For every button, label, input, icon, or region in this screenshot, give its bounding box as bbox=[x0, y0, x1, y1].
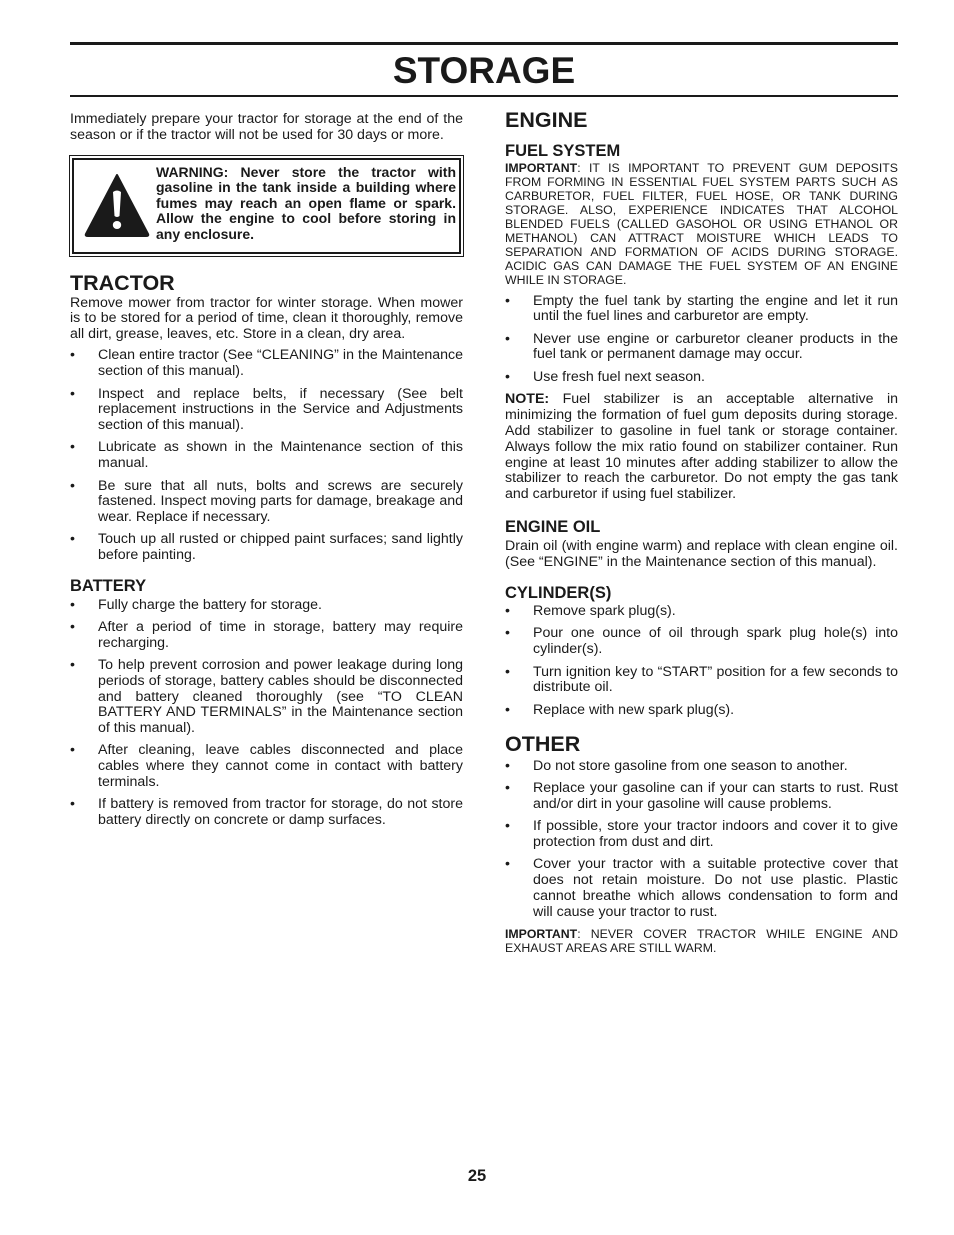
list-item: • After cleaning, leave cables disconnected and place cables where they cannot come in contact with battery terminals. bbox=[70, 742, 463, 791]
bullet: • bbox=[505, 856, 510, 873]
list-item: • Touch up all rusted or chipped paint surfaces; sand lightly before painting. bbox=[70, 531, 463, 564]
bullet: • bbox=[505, 780, 510, 797]
page-title-bar bbox=[70, 42, 898, 97]
list-item: • Never use engine or carburetor cleaner products in the fuel tank or permanent damage may occur. bbox=[505, 330, 898, 363]
warning-box bbox=[72, 158, 461, 254]
bullet: • bbox=[70, 618, 75, 635]
bullet: • bbox=[505, 292, 510, 309]
bullet: • bbox=[70, 477, 75, 494]
tractor-body: Remove mower from tractor for winter storage. When mower is to be stored for a period of time, clean it thoroughly, remove all dirt, grease, leaves, etc. Store in a clean, dry area. bbox=[70, 294, 463, 343]
bullet: • bbox=[505, 818, 510, 835]
engine-oil-body: Drain oil (with engine warm) and replace with clean engine oil. (See “ENGINE” in the Maintenance section of this manual). bbox=[505, 538, 898, 570]
list-item: • Use fresh fuel next season. bbox=[505, 368, 705, 385]
bullet: • bbox=[505, 603, 510, 620]
right-column bbox=[505, 110, 898, 955]
cylinders-heading: CYLINDER(S) bbox=[505, 583, 612, 602]
page-number: 25 bbox=[467, 1167, 487, 1185]
battery-list bbox=[70, 598, 463, 829]
list-item: • To help prevent corrosion and power leakage during long periods of storage, battery cables should be disconnected and battery cleaned thoroughly (see “TO CLEAN BATTERY AND TERMINALS” in the Maintenance section of this manual). bbox=[70, 656, 463, 737]
other-heading: OTHER bbox=[505, 732, 581, 757]
list-item: • Do not store gasoline from one season to another. bbox=[505, 757, 848, 774]
tractor-heading: TRACTOR bbox=[70, 270, 175, 295]
bullet: • bbox=[70, 439, 75, 456]
other-important: IMPORTANT: NEVER COVER TRACTOR WHILE ENGINE AND EXHAUST AREAS ARE STILL WARM. bbox=[505, 926, 898, 955]
bullet: • bbox=[70, 531, 75, 548]
bullet: • bbox=[70, 796, 75, 813]
intro-paragraph: Immediately prepare your tractor for storage at the end of the season or if the tractor will not be used for 30 days or more. bbox=[70, 111, 463, 143]
list-item: • Clean entire tractor (See “CLEANING” in the Maintenance section of this manual). bbox=[70, 347, 463, 380]
fuel-stabilizer-note: NOTE: Fuel stabilizer is an acceptable alternative in minimizing the formation of fuel gum deposits during storage. Add stabilizer to gasoline in fuel tank or storage container. Always follow the mix ratio found on stabilizer container. Run engine at least 10 minutes after adding stabilizer to allow the stabilizer to reach the carburetor. Do not empty the gas tank and carburetor if using fuel stabilizer. bbox=[505, 391, 898, 503]
engine-oil-heading: ENGINE OIL bbox=[505, 518, 601, 537]
warning-exclamation-icon bbox=[83, 172, 151, 238]
list-item: • If possible, store your tractor indoors and cover it to give protection from dust and dirt. bbox=[505, 818, 898, 851]
important-label: IMPORTANT bbox=[505, 161, 578, 175]
important-label: IMPORTANT bbox=[505, 926, 578, 941]
engine-heading: ENGINE bbox=[505, 108, 588, 132]
list-item: • Lubricate as shown in the Maintenance section of this manual. bbox=[70, 439, 463, 472]
list-item: • Replace with new spark plug(s). bbox=[505, 701, 735, 718]
tractor-list bbox=[70, 348, 463, 564]
bullet: • bbox=[70, 596, 75, 613]
bullet: • bbox=[505, 757, 510, 774]
note-label: NOTE: bbox=[505, 391, 550, 408]
bullet: • bbox=[505, 330, 510, 347]
bullet: • bbox=[70, 742, 75, 759]
list-item: • Be sure that all nuts, bolts and screws are securely fastened. Inspect moving parts for damage, breakage and wear. Replace if necessary. bbox=[70, 477, 463, 526]
list-item: • Pour one ounce of oil through spark plug hole(s) into cylinder(s). bbox=[505, 625, 898, 658]
left-column bbox=[70, 110, 463, 829]
bullet: • bbox=[505, 625, 510, 642]
list-item: • Remove spark plug(s). bbox=[505, 603, 676, 620]
list-item: • After a period of time in storage, battery may require recharging. bbox=[70, 618, 463, 651]
list-item: • Cover your tractor with a suitable protective cover that does not retain moisture. Do not use plastic. Plastic cannot breathe which allows condensation to form and will cause your tractor to rust. bbox=[505, 856, 898, 920]
list-item: • Replace your gasoline can if your can starts to rust. Rust and/or dirt in your gasoline will cause problems. bbox=[505, 780, 898, 813]
battery-heading: BATTERY bbox=[70, 577, 147, 596]
bullet: • bbox=[70, 656, 75, 673]
fuel-system-important: IMPORTANT: IT IS IMPORTANT TO PREVENT GUM DEPOSITS FROM FORMING IN ESSENTIAL FUEL SYSTEM PARTS SUCH AS CARBURETOR, FUEL FILTER, FUEL HOSE, OR TANK DURING STORAGE. ALSO, EXPERIENCE INDICATES THAT ALCOHOL BLENDED FUELS (CALLED GASOHOL OR USING ETHANOL OR METHANOL) CAN ATTRACT MOISTURE WHICH LEADS TO SEPARATION AND FORMATION OF ACIDS DURING STORAGE. ACIDIC GAS CAN DAMAGE THE FUEL SYSTEM OF AN ENGINE WHILE IN STORAGE. bbox=[505, 161, 898, 287]
list-item: • If battery is removed from tractor for storage, do not store battery directly on concrete or damp surfaces. bbox=[70, 796, 463, 829]
bullet: • bbox=[70, 385, 75, 402]
bullet: • bbox=[505, 701, 510, 718]
fuel-system-list bbox=[505, 294, 898, 386]
list-item: • Fully charge the battery for storage. bbox=[70, 596, 322, 613]
cylinders-list bbox=[505, 604, 898, 718]
fuel-system-heading: FUEL SYSTEM bbox=[505, 142, 621, 160]
list-item: • Inspect and replace belts, if necessary (See belt replacement instructions in the Service and Adjustments section of this manual). bbox=[70, 385, 463, 434]
bullet: • bbox=[505, 663, 510, 680]
bullet: • bbox=[505, 368, 510, 385]
bullet: • bbox=[70, 347, 75, 364]
list-item: • Empty the fuel tank by starting the engine and let it run until the fuel lines and carburetor are empty. bbox=[505, 292, 898, 325]
list-item: • Turn ignition key to “START” position for a few seconds to distribute oil. bbox=[505, 663, 898, 696]
other-list bbox=[505, 759, 898, 921]
warning-text: WARNING: Never store the tractor with gasoline in the tank inside a building where fumes may reach an open flame or spark. Allow the engine to cool before storing in any enclosure. bbox=[156, 163, 456, 242]
page-title: STORAGE bbox=[392, 50, 576, 91]
